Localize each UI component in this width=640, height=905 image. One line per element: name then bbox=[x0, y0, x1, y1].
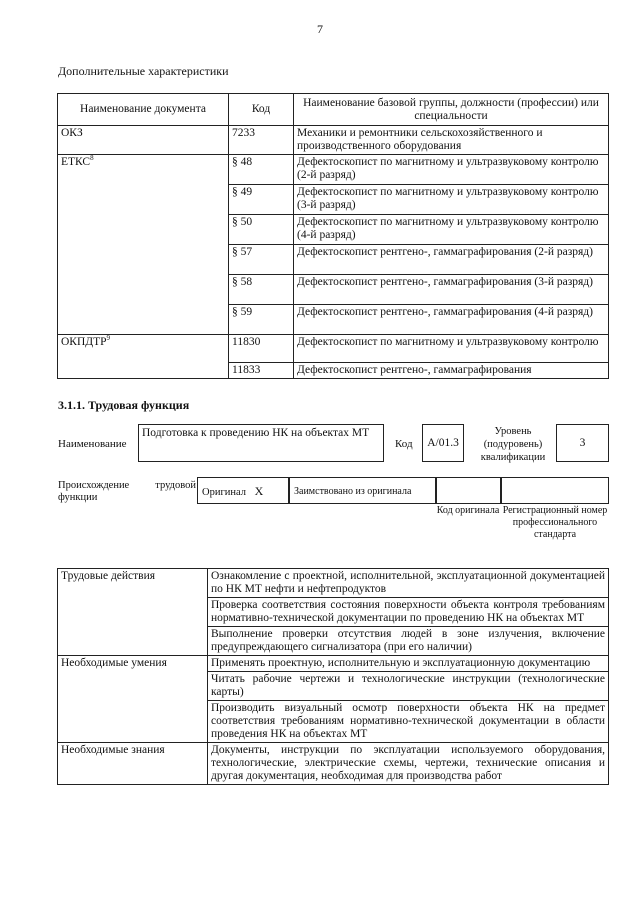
table-row bbox=[58, 275, 609, 305]
profession-cell: Дефектоскопист рентгено-, гаммаграфирования (4-й разряд) bbox=[294, 305, 609, 335]
code-label: Код bbox=[395, 438, 413, 450]
code-cell: § 50 bbox=[229, 215, 294, 245]
details-item: Применять проектную, исполнительную и эксплуатационную документацию bbox=[208, 656, 609, 672]
code-cell: § 49 bbox=[229, 185, 294, 215]
document-cell bbox=[58, 155, 229, 185]
details-item: Выполнение проверки отсутствия людей в зоне излучения, включение предупреждающего сигнализатора (при его наличии) bbox=[208, 627, 609, 656]
section-title: Дополнительные характеристики bbox=[58, 64, 229, 78]
details-item: Проверка соответствия состояния поверхности объекта контроля требованиям нормативно-технической документации по проведению НК на объектах МТ bbox=[208, 598, 609, 627]
header-code: Код bbox=[229, 94, 294, 126]
document-cell bbox=[58, 126, 229, 155]
document-cell bbox=[58, 363, 229, 379]
function-name-value: Подготовка к проведению НК на объектах МТ bbox=[138, 424, 384, 462]
function-heading: 3.1.1. Трудовая функция bbox=[58, 398, 190, 412]
origin-code-cell bbox=[436, 477, 501, 504]
table-row bbox=[58, 363, 609, 379]
name-label: Наименование bbox=[58, 438, 127, 450]
code-cell: § 48 bbox=[229, 155, 294, 185]
code-cell: § 57 bbox=[229, 245, 294, 275]
profession-cell: Дефектоскопист по магнитному и ультразвуковому контролю bbox=[294, 335, 609, 363]
table-header-row bbox=[58, 94, 609, 126]
origin-label: Происхождение трудовой функции bbox=[58, 480, 196, 503]
reg-number-label: Регистрационный номер профессионального стандарта bbox=[502, 505, 608, 540]
profession-cell: Механики и ремонтники сельскохозяйственного и производственного оборудования bbox=[294, 126, 609, 155]
details-row bbox=[58, 569, 609, 598]
code-cell: 11833 bbox=[229, 363, 294, 379]
code-cell: 7233 bbox=[229, 126, 294, 155]
details-row bbox=[58, 743, 609, 785]
original-label: Оригинал bbox=[202, 487, 246, 498]
profession-cell: Дефектоскопист рентгено-, гаммаграфирования bbox=[294, 363, 609, 379]
function-code-value: A/01.3 bbox=[422, 424, 464, 462]
page-number: 7 bbox=[317, 22, 323, 36]
original-cell bbox=[197, 477, 289, 504]
details-row bbox=[58, 656, 609, 672]
code-cell: § 58 bbox=[229, 275, 294, 305]
profession-cell: Дефектоскопист по магнитному и ультразвуковому контролю (2-й разряд) bbox=[294, 155, 609, 185]
footnote-ref: 8 bbox=[90, 154, 94, 163]
document-name: ЕТКС bbox=[61, 156, 91, 168]
details-label: Необходимые умения bbox=[58, 656, 208, 743]
details-item: Производить визуальный осмотр поверхности объекта НК на предмет соответствия требованиям нормативно-технической документации в области проведения НК на объектах МТ bbox=[208, 701, 609, 743]
details-item: Документы, инструкции по эксплуатации используемого оборудования, технологические, электрические схемы, чертежи, технические описания и другая документация, необходимая для производства работ bbox=[208, 743, 609, 785]
original-mark: X bbox=[254, 484, 264, 498]
document-cell bbox=[58, 215, 229, 245]
origin-code-label: Код оригинала bbox=[436, 505, 500, 516]
document-cell bbox=[58, 185, 229, 215]
reg-number-cell bbox=[501, 477, 609, 504]
table-row bbox=[58, 155, 609, 185]
document-cell bbox=[58, 275, 229, 305]
function-details-table bbox=[57, 568, 609, 785]
document-cell bbox=[58, 335, 229, 363]
level-label: Уровень (подуровень) квалификации bbox=[480, 426, 546, 463]
profession-cell: Дефектоскопист рентгено-, гаммаграфирования (2-й разряд) bbox=[294, 245, 609, 275]
document-cell bbox=[58, 305, 229, 335]
profession-cell: Дефектоскопист рентгено-, гаммаграфирования (3-й разряд) bbox=[294, 275, 609, 305]
profession-cell: Дефектоскопист по магнитному и ультразвуковому контролю (3-й разряд) bbox=[294, 185, 609, 215]
characteristics-table bbox=[57, 93, 609, 379]
document-name: ОКПДТР bbox=[61, 336, 107, 348]
header-document: Наименование документа bbox=[58, 94, 229, 126]
document-cell bbox=[58, 245, 229, 275]
details-item: Читать рабочие чертежи и технологические инструкции (технологические карты) bbox=[208, 672, 609, 701]
borrowed-cell: Заимствовано из оригинала bbox=[289, 477, 436, 504]
code-cell: 11830 bbox=[229, 335, 294, 363]
table-row bbox=[58, 305, 609, 335]
code-cell: § 59 bbox=[229, 305, 294, 335]
footnote-ref: 9 bbox=[106, 334, 111, 343]
level-value: 3 bbox=[556, 424, 609, 462]
table-row bbox=[58, 245, 609, 275]
header-name: Наименование базовой группы, должности (профессии) или специальности bbox=[294, 94, 609, 126]
details-label: Необходимые знания bbox=[58, 743, 208, 785]
table-row bbox=[58, 215, 609, 245]
table-row bbox=[58, 335, 609, 363]
details-label: Трудовые действия bbox=[58, 569, 208, 656]
document-name: ОКЗ bbox=[61, 127, 83, 139]
table-row bbox=[58, 185, 609, 215]
details-item: Ознакомление с проектной, исполнительной, эксплуатационной документацией по НК МТ нефти и нефтепродуктов bbox=[208, 569, 609, 598]
profession-cell: Дефектоскопист по магнитному и ультразвуковому контролю (4-й разряд) bbox=[294, 215, 609, 245]
table-row bbox=[58, 126, 609, 155]
